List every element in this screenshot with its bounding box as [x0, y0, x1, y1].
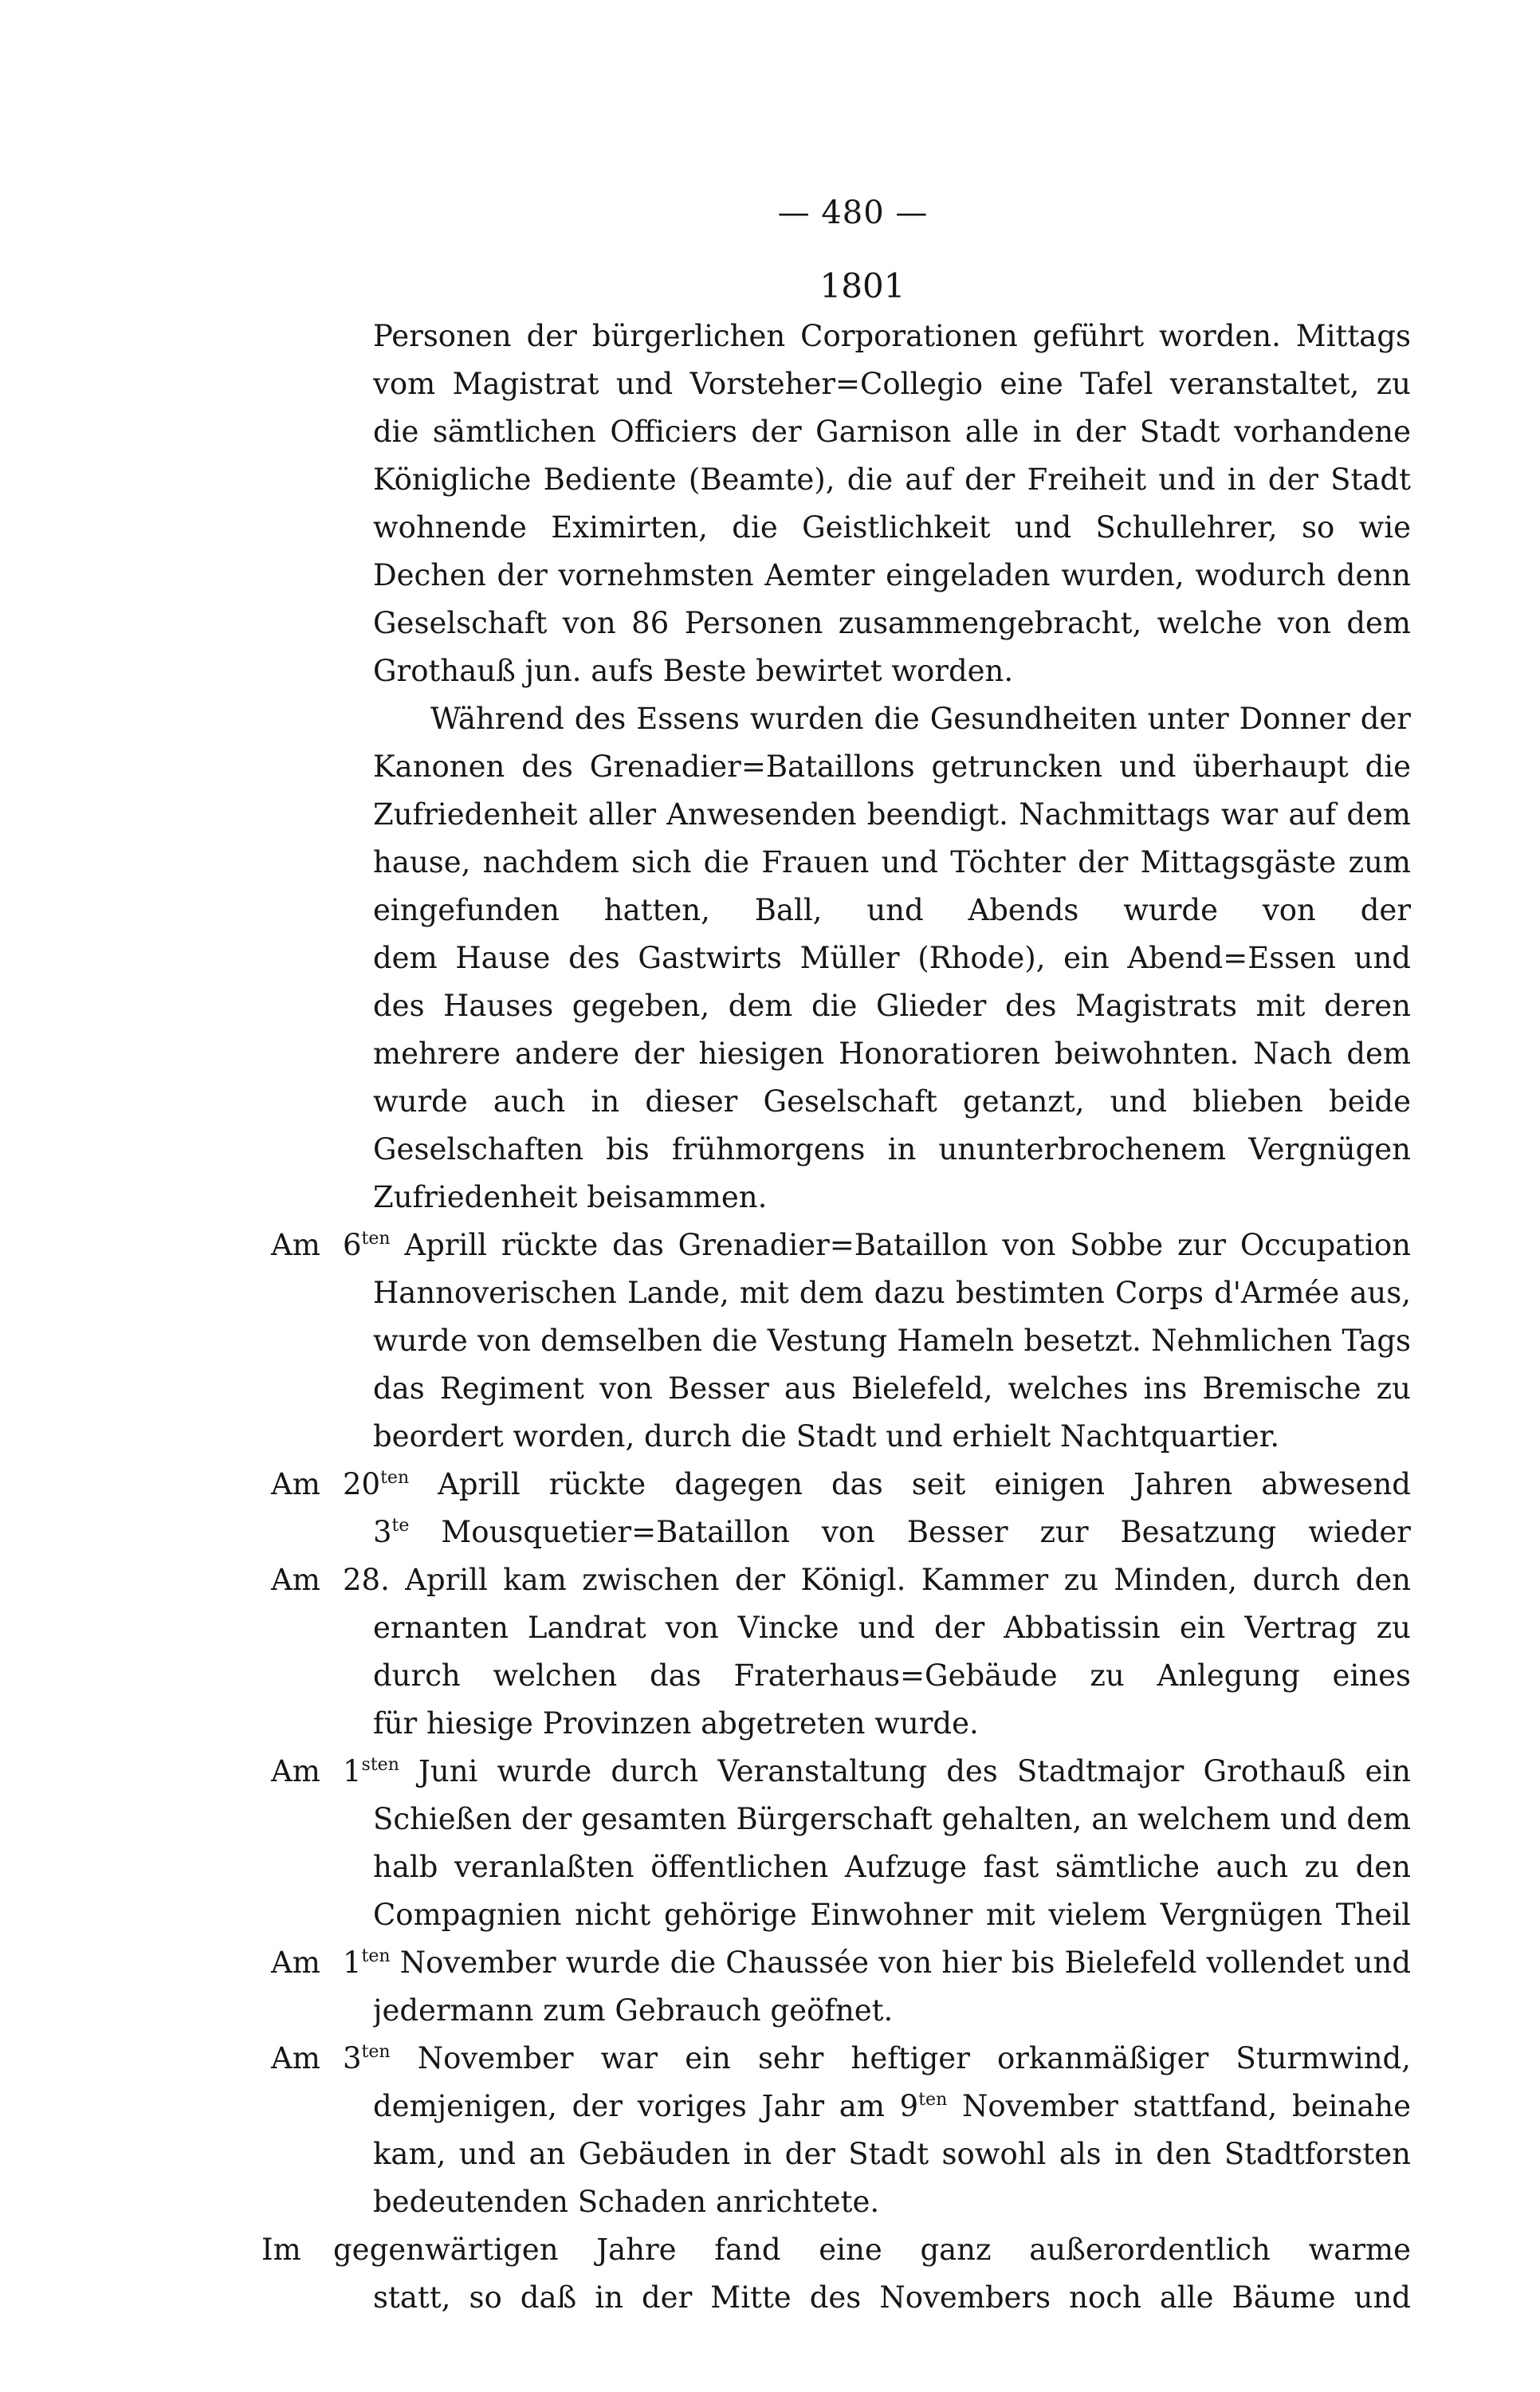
body-text — [0, 313, 1540, 2322]
text-line: jedermann zum Gebrauch geöfnet. — [373, 1993, 894, 2028]
entry-day: 1 — [343, 1945, 362, 1980]
entry-line: Am $6^{ten}$ Aprill rückte das Grenadier=Bataillon von Sobbe zur Occupation — [0, 1222, 1540, 1269]
text-line: beordert worden, durch die Stadt und erhielt Nachtquartier. — [373, 1419, 1280, 1454]
entry-day: 28. — [343, 1563, 390, 1597]
entry-lead: Am — [271, 1945, 320, 1980]
text-line: Geselschaft von 86 Personen zusammengebracht, welche von dem — [373, 606, 1411, 640]
text-line: Personen der bürgerlichen Corporationen geführt worden. Mittags — [373, 319, 1411, 353]
text-line: mehrere andere der hiesigen Honoratioren beiwohnten. Nach dem — [373, 1037, 1411, 1071]
page-number: — 480 — — [777, 195, 929, 231]
text-line: statt, so daß in der Mitte des Novembers noch alle Bäume und — [373, 2280, 1411, 2315]
entry-lead: Am — [271, 1563, 320, 1597]
text-line: kam, und an Gebäuden in der Stadt sowohl als in den Stadtforsten — [373, 2137, 1411, 2171]
entry-day-suffix: sten — [361, 1755, 399, 1775]
text-line: Zufriedenheit beisammen. — [373, 1180, 768, 1214]
entry-day-suffix: ten — [380, 1468, 410, 1488]
entry-lead: Am — [271, 1467, 320, 1501]
text-line: Grothauß jun. aufs Beste bewirtet worden. — [373, 654, 1014, 688]
entry-day-suffix: ten — [361, 1229, 391, 1249]
entry-day: 3 — [343, 2041, 362, 2075]
text-line: Geselschaften bis frühmorgens in ununterbrochenem Vergnügen — [373, 1132, 1411, 1166]
text-line: durch welchen das Fraterhaus=Gebäude zu Anlegung eines — [373, 1658, 1411, 1693]
text-line: Während des Essens wurden die Gesundheiten unter Donner der — [430, 702, 1411, 736]
entry-line: Im gegenwärtigen Jahre fand eine ganz außerordentlich warme — [0, 2226, 1540, 2274]
text-line: bedeutenden Schaden anrichtete. — [373, 2185, 880, 2219]
text-line: dem Hause des Gastwirts Müller (Rhode), ein Abend=Essen und — [373, 941, 1411, 975]
text-line: die sämtlichen Officiers der Garnison alle in der Stadt vorhandene — [373, 415, 1411, 449]
entry-day: 20 — [343, 1467, 381, 1501]
text-line: Königliche Bediente (Beamte), die auf der Freiheit und in der Stadt — [373, 462, 1411, 497]
text-line: vom Magistrat und Vorsteher=Collegio eine Tafel veranstaltet, zu — [373, 367, 1411, 401]
text-line: eingefunden hatten, Ball, und Abends wurde von der — [373, 893, 1411, 927]
text-line: $3^{te}$ Mousquetier=Bataillon von Besser zur Besatzung wieder — [373, 1515, 1411, 1549]
entry-day: 1 — [343, 1754, 362, 1788]
entry-day: 6 — [343, 1228, 362, 1262]
text-line: wurde auch in dieser Geselschaft getanzt, und blieben beide — [373, 1084, 1411, 1119]
text-line: Kanonen des Grenadier=Bataillons getruncken und überhaupt die — [373, 749, 1411, 784]
text-line: Zufriedenheit aller Anwesenden beendigt. Nachmittags war auf dem — [373, 797, 1411, 832]
text-line: Compagnien nicht gehörige Einwohner mit vielem Vergnügen Theil — [373, 1898, 1411, 1932]
text-line: demjenigen, der voriges Jahr am $9^{ten}$ November stattfand, beinahe — [373, 2089, 1411, 2123]
text-line: des Hauses gegeben, dem die Glieder des Magistrats mit deren — [373, 989, 1411, 1023]
year-heading: 1801 — [819, 266, 906, 305]
text-line: hause, nachdem sich die Frauen und Töchter der Mittagsgäste zum — [373, 845, 1411, 879]
text-line: halb veranlaßten öffentlichen Aufzuge fast sämtliche auch zu den — [373, 1850, 1411, 1884]
text-line: ernanten Landrat von Vincke und der Abbatissin ein Vertrag zu — [373, 1611, 1411, 1645]
text-line: Dechen der vornehmsten Aemter eingeladen wurden, wodurch denn — [373, 558, 1411, 592]
entry-line: Am $1^{ten}$ November wurde die Chaussée von hier bis Bielefeld vollendet und — [0, 1939, 1540, 1987]
entry-lead: Am — [271, 1228, 320, 1262]
text-line: wurde von demselben die Vestung Hameln besetzt. Nehmlichen Tags — [373, 1324, 1411, 1358]
entry-line: Am $1^{sten}$ Juni wurde durch Veranstaltung des Stadtmajor Grothauß ein — [0, 1748, 1540, 1796]
entry-line: Am $3^{ten}$ November war ein sehr heftiger orkanmäßiger Sturmwind, — [0, 2035, 1540, 2083]
entry-lead: Am — [271, 1754, 320, 1788]
text-line: Schießen der gesamten Bürgerschaft gehalten, an welchem und dem — [373, 1802, 1411, 1836]
text-line: das Regiment von Besser aus Bielefeld, welches ins Bremische zu — [373, 1371, 1411, 1406]
entry-day-suffix: ten — [361, 1946, 391, 1966]
entry-line: Am 28. Aprill kam zwischen der Königl. Kammer zu Minden, durch den — [0, 1556, 1540, 1604]
text-line: Hannoverischen Lande, mit dem dazu bestimten Corps d'Armée aus, — [373, 1276, 1411, 1310]
text-line: wohnende Eximirten, die Geistlichkeit und Schullehrer, so wie — [373, 510, 1411, 545]
entry-lead: Am — [271, 2041, 320, 2075]
entry-day-suffix: ten — [361, 2042, 391, 2062]
text-line: für hiesige Provinzen abgetreten wurde. — [373, 1706, 979, 1741]
entry-line: Am $20^{ten}$ Aprill rückte dagegen das seit einigen Jahren abwesend — [0, 1461, 1540, 1509]
entry-lead: Im — [261, 2233, 301, 2267]
